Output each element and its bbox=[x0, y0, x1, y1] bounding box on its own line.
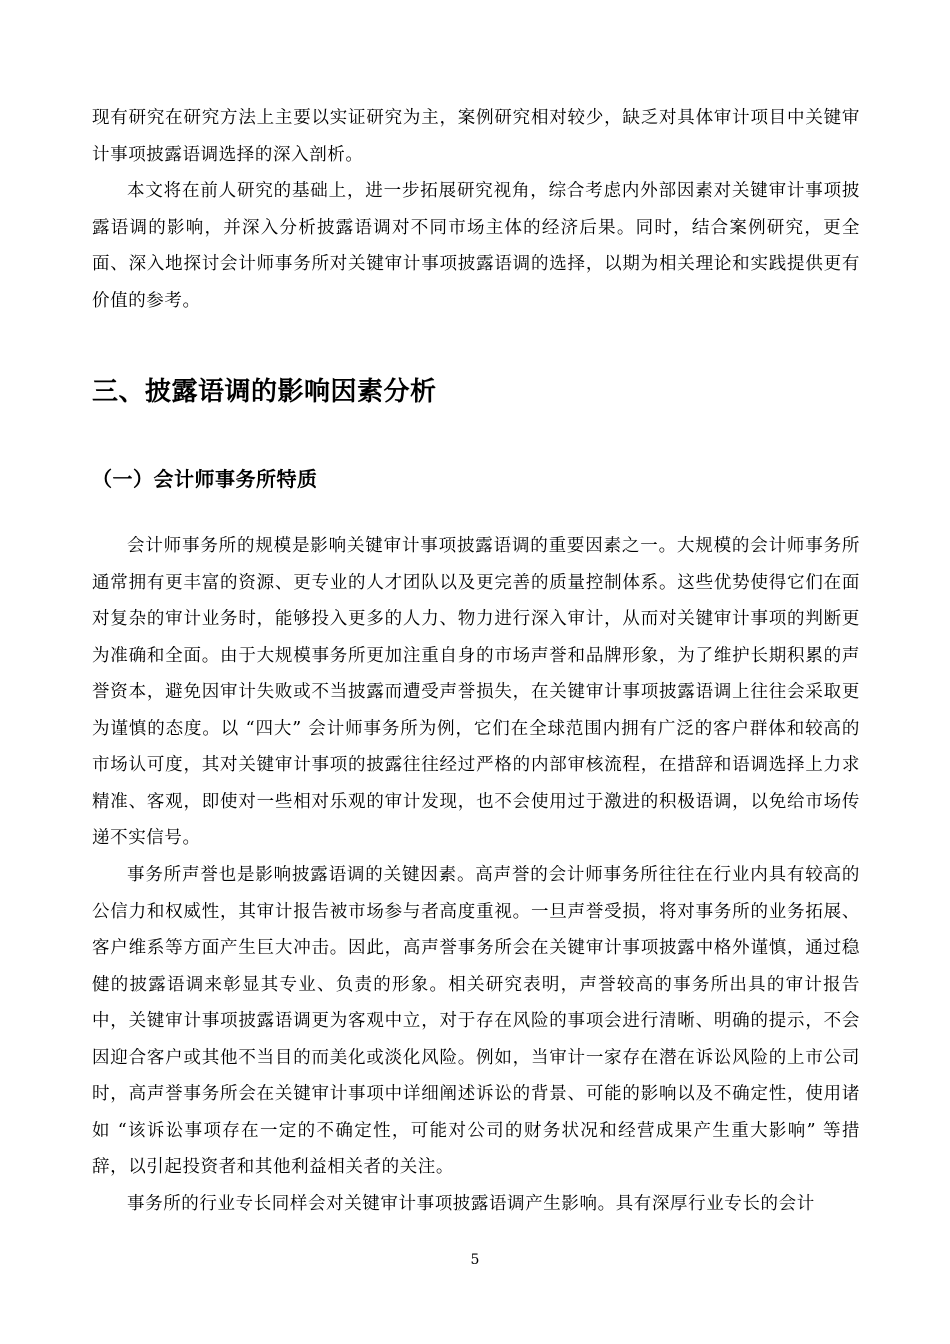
section-heading: 三、披露语调的影响因素分析 bbox=[92, 377, 437, 407]
page-number: 5 bbox=[470, 1252, 480, 1268]
document-page bbox=[92, 0, 860, 1344]
intro-paragraph-continued: 现有研究在研究方法上主要以实证研究为主，案例研究相对较少，缺乏对具体审计项目中关键审计事项披露语调选择的深入剖析。 bbox=[92, 108, 860, 165]
body-paragraph-firm-reputation: 事务所声誉也是影响披露语调的关键因素。高声誉的会计师事务所往往在行业内具有较高的公信力和权威性，其审计报告被市场参与者高度重视。一旦声誉受损，将对事务所的业务拓展、客户维系等方面产生巨大冲击。因此，高声誉事务所会在关键审计事项披露中格外谨慎，通过稳健的披露语调来彰显其专业、负责的形象。相关研究表明，声誉较高的事务所出具的审计报告中，关键审计事项披露语调更为客观中立，对于存在风险的事项会进行清晰、明确的提示，不会因迎合客户或其他不当目的而美化或淡化风险。例如，当审计一家存在潜在诉讼风险的上市公司时，高声誉事务所会在关键审计事项中详细阐述诉讼的背景、可能的影响以及不确定性，使用诸如 “该诉讼事项存在一定的不确定性，可能对公司的财务状况和经营成果产生重大影响” 等措辞，以引起投资者和其他利益相关者的关注。 bbox=[92, 865, 860, 1177]
body-paragraph-firm-size: 会计师事务所的规模是影响关键审计事项披露语调的重要因素之一。大规模的会计师事务所通常拥有更丰富的资源、更专业的人才团队以及更完善的质量控制体系。这些优势使得它们在面对复杂的审计业务时，能够投入更多的人力、物力进行深入审计，从而对关键审计事项的判断更为准确和全面。由于大规模事务所更加注重自身的市场声誉和品牌形象，为了维护长期积累的声誉资本，避免因审计失败或不当披露而遭受声誉损失，在关键审计事项披露语调上往往会采取更为谨慎的态度。以 “四大” 会计师事务所为例，它们在全球范围内拥有广泛的客户群体和较高的市场认可度，其对关键审计事项的披露往往经过严格的内部审核流程，在措辞和语调选择上力求精准、客观，即使对一些相对乐观的审计发现，也不会使用过于激进的积极语调，以免给市场传递不实信号。 bbox=[92, 536, 860, 848]
intro-paragraph: 本文将在前人研究的基础上，进一步拓展研究视角，综合考虑内外部因素对关键审计事项披露语调的影响，并深入分析披露语调对不同市场主体的经济后果。同时，结合案例研究，更全面、深入地探讨会计师事务所对关键审计事项披露语调的选择，以期为相关理论和实践提供更有价值的参考。 bbox=[92, 181, 860, 311]
subsection-heading: （一）会计师事务所特质 bbox=[92, 467, 318, 491]
body-paragraph-industry-expertise: 事务所的行业专长同样会对关键审计事项披露语调产生影响。具有深厚行业专长的会计 bbox=[127, 1194, 815, 1214]
